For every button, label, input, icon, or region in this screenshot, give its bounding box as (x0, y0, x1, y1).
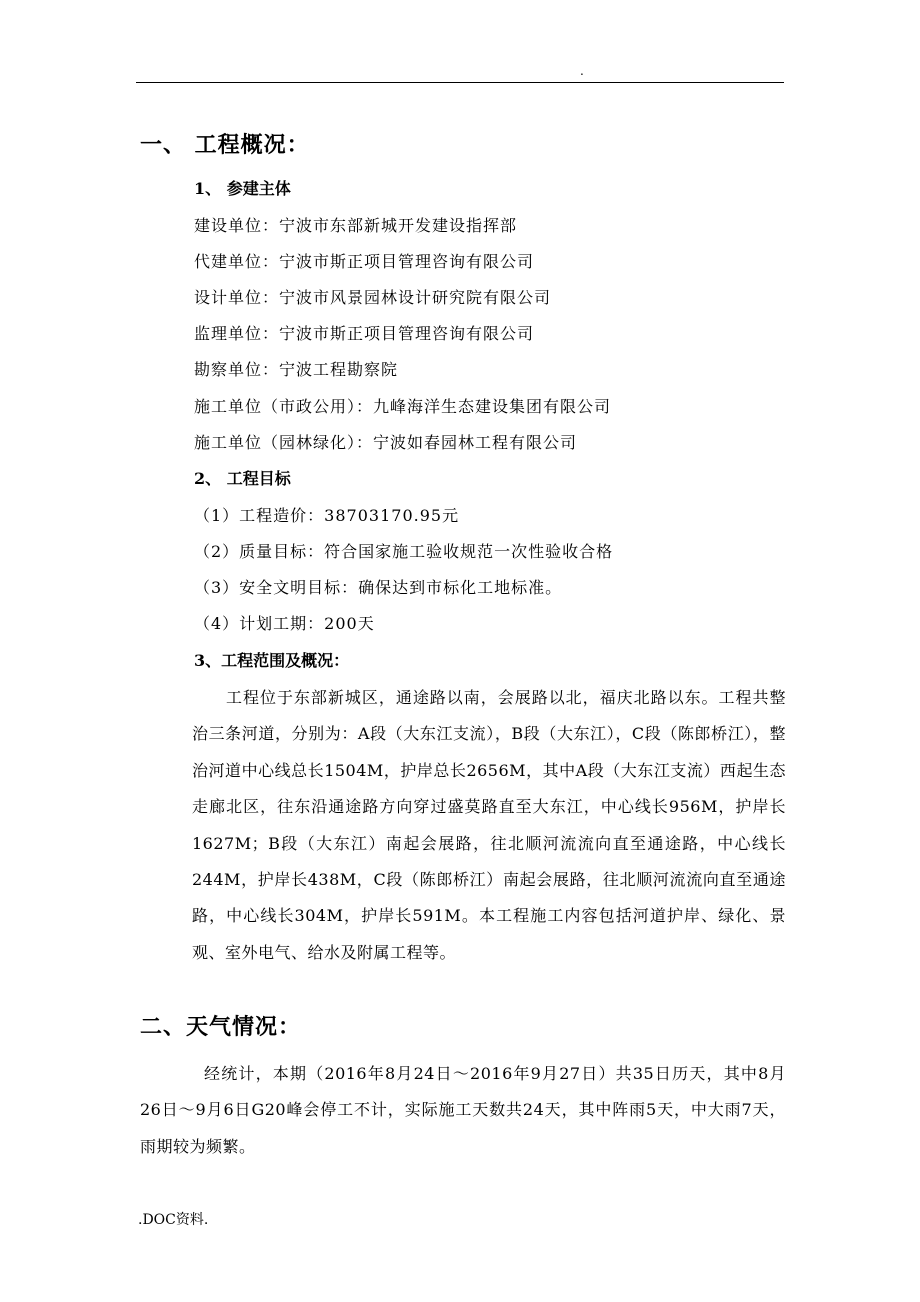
subsection-2-title: 2、 工程目标 (194, 469, 291, 488)
footer-text: .DOC资料. (138, 1212, 209, 1228)
participant-line: 代建单位：宁波市斯正项目管理咨询有限公司 (194, 252, 535, 271)
subsection-1-title: 1、 参建主体 (194, 179, 291, 198)
header-rule (136, 82, 784, 83)
participant-line: 监理单位：宁波市斯正项目管理咨询有限公司 (194, 324, 535, 343)
participant-line: 勘察单位：宁波工程勘察院 (194, 360, 399, 379)
weather-paragraph: 经统计，本期（2016年8月24日～2016年9月27日）共35日历天，其中8月26日～9月6日G20峰会停工不计，实际施工天数共24天，其中阵雨5天，中大雨7天，雨期较为频繁。 (140, 1064, 786, 1156)
header-mark: . (580, 64, 584, 78)
participant-line: 施工单位（市政公用）：九峰海洋生态建设集团有限公司 (194, 397, 612, 416)
goal-line: （2）质量目标：符合国家施工验收规范一次性验收合格 (194, 542, 614, 561)
section-2-title: 二、天气情况： (140, 1014, 302, 1040)
participant-line: 设计单位：宁波市风景园林设计研究院有限公司 (194, 288, 552, 307)
participant-line: 施工单位（园林绿化）：宁波如春园林工程有限公司 (194, 433, 578, 452)
goal-line: （1）工程造价：38703170.95元 (194, 506, 460, 525)
goal-line: （3）安全文明目标：确保达到市标化工地标准。 (194, 578, 563, 597)
section-1-title: 一、 工程概况： (140, 132, 310, 158)
goal-line: （4）计划工期：200天 (194, 614, 375, 633)
participant-line: 建设单位：宁波市东部新城开发建设指挥部 (194, 216, 518, 235)
subsection-3-title: 3、工程范围及概况： (194, 651, 350, 670)
scope-paragraph: 工程位于东部新城区，通途路以南，会展路以北，福庆北路以东。工程共整治三条河道，分别为：A段（大东江支流），B段（大东江），C段（陈郎桥江），整治河道中心线总长1504M，护岸总长2656M，其中A段（大东江支流）西起生态走廊北区，往东沿通途路方向穿过盛莫路直至大东江，中心线长956M，护岸长1627M；B段（大东江）南起会展路，往北顺河流流向直至通途路，中心线长244M，护岸长438M，C段（陈郎桥江）南起会展路，往北顺河流流向直至通途路，中心线长304M，护岸长591M。本工程施工内容包括河道护岸、绿化、景观、室外电气、给水及附属工程等。 (192, 688, 786, 962)
